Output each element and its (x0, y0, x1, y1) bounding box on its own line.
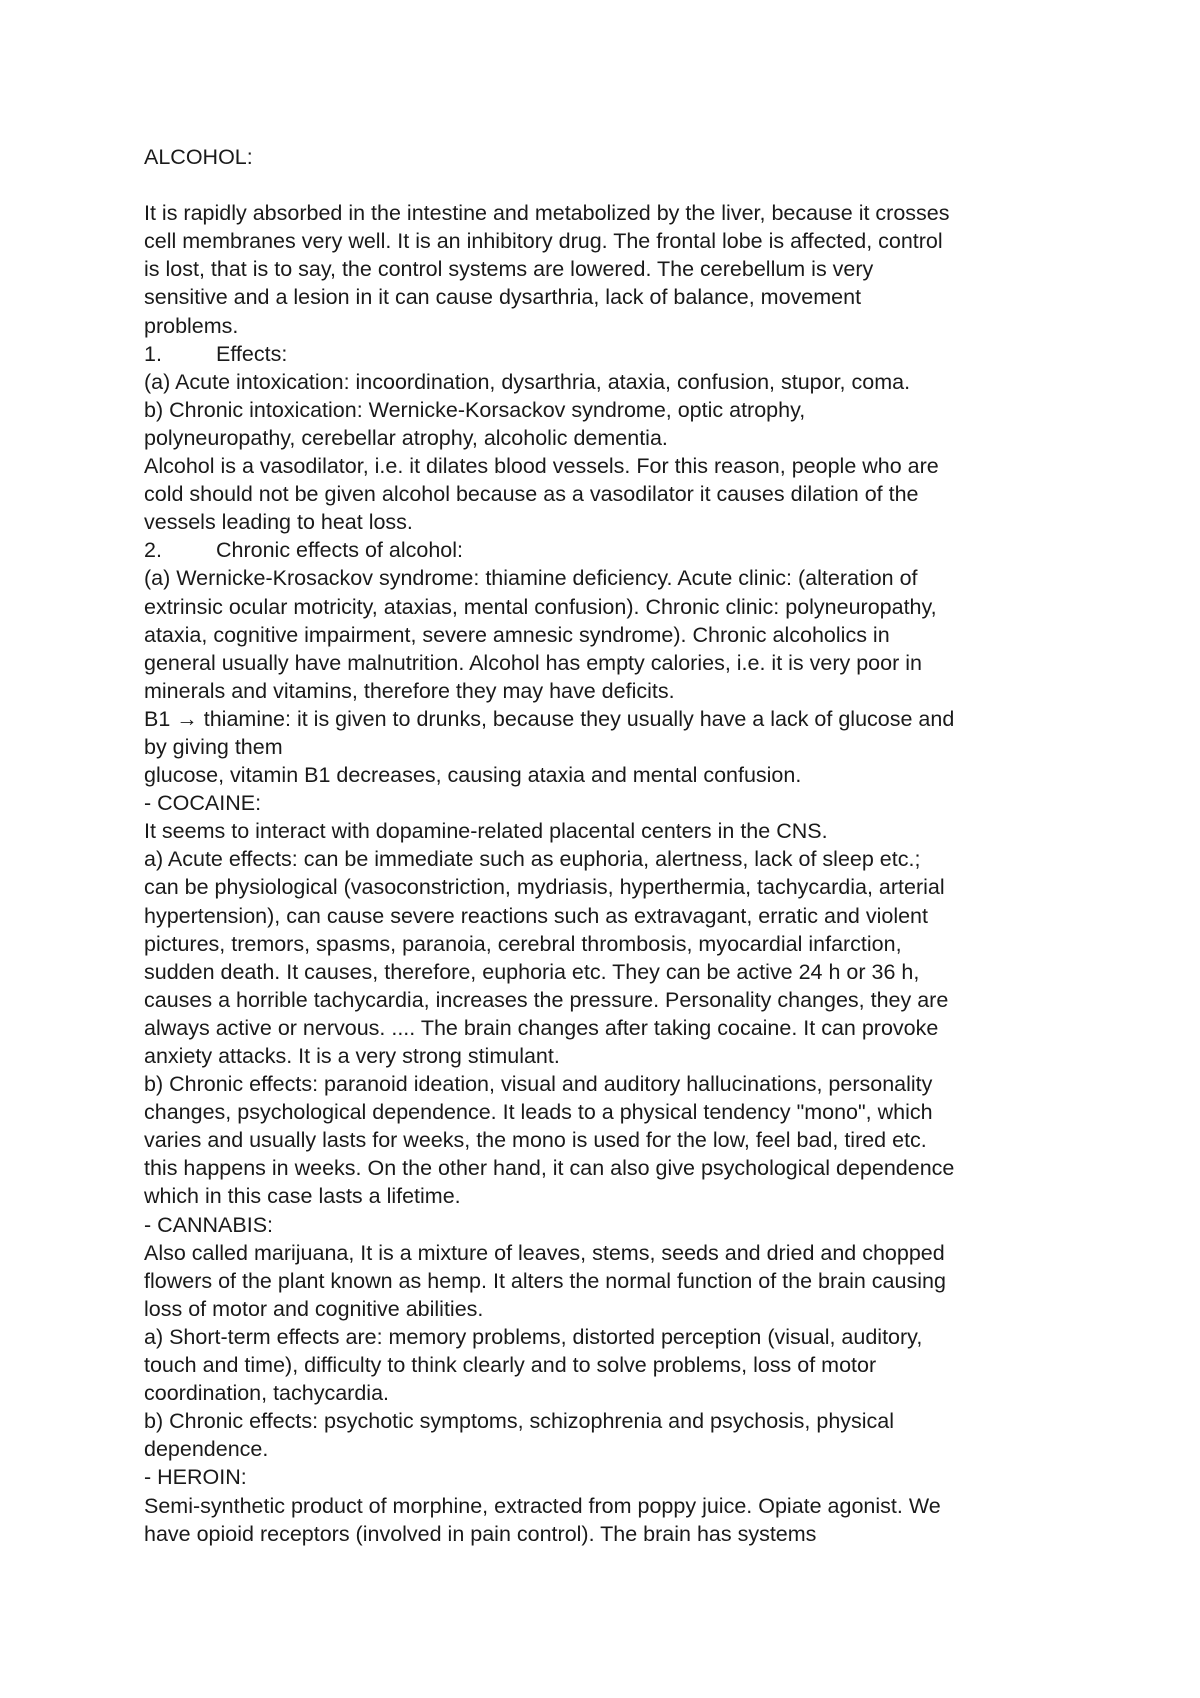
text-line: b) Chronic effects: paranoid ideation, visual and auditory hallucinations, personality (144, 1072, 933, 1097)
text-line: glucose, vitamin B1 decreases, causing ataxia and mental confusion. (144, 763, 802, 788)
text-line: causes a horrible tachycardia, increases the pressure. Personality changes, they are (144, 987, 949, 1012)
text-line: Semi-synthetic product of morphine, extracted from poppy juice. Opiate agonist. We (144, 1493, 941, 1518)
text-line: ataxia, cognitive impairment, severe amnesic syndrome). Chronic alcoholics in (144, 622, 890, 647)
text-line: vessels leading to heat loss. (144, 510, 413, 535)
text-line: changes, psychological dependence. It leads to a physical tendency "mono", which (144, 1100, 933, 1125)
text-line: minerals and vitamins, therefore they may have deficits. (144, 678, 675, 703)
section-heading-cocaine: - COCAINE: (144, 791, 262, 816)
text-line: have opioid receptors (involved in pain control). The brain has systems (144, 1521, 817, 1546)
text-line: a) Acute effects: can be immediate such as euphoria, alertness, lack of sleep etc.; (144, 847, 921, 872)
text-line: Alcohol is a vasodilator, i.e. it dilates blood vessels. For this reason, people who are (144, 454, 939, 479)
text-line: which in this case lasts a lifetime. (144, 1184, 461, 1209)
text-line: anxiety attacks. It is a very strong stimulant. (144, 1044, 560, 1068)
numbered-item-1 (144, 340, 1074, 368)
text-line: pictures, tremors, spasms, paranoia, cerebral thrombosis, myocardial infarction, (144, 931, 902, 956)
text-line: b) Chronic effects: psychotic symptoms, schizophrenia and psychosis, physical (144, 1409, 895, 1434)
intro-paragraph (144, 199, 1074, 339)
text-line: cold should not be given alcohol because as a vasodilator it causes dilation of the (144, 482, 919, 507)
text-line: sensitive and a lesion in it can cause dysarthria, lack of balance, movement (144, 285, 862, 310)
effects-section (144, 368, 1074, 537)
text-line: is lost, that is to say, the control systems are lowered. The cerebellum is very (144, 257, 874, 282)
text-line: can be physiological (vasoconstriction, mydriasis, hyperthermia, tachycardia, arterial (144, 875, 945, 900)
text-line: It seems to interact with dopamine-related placental centers in the CNS. (144, 819, 828, 844)
section-heading-cannabis: - CANNABIS: (144, 1212, 274, 1237)
item-number: 2. (144, 538, 162, 563)
text-line: problems. (144, 313, 239, 338)
text-line: (a) Acute intoxication: incoordination, dysarthria, ataxia, confusion, stupor, coma. (144, 369, 911, 394)
text-line: dependence. (144, 1437, 269, 1462)
text-line: Also called marijuana, It is a mixture of leaves, stems, seeds and dried and chopped (144, 1240, 945, 1265)
text-line: a) Short-term effects are: memory problems, distorted perception (visual, auditory, (144, 1324, 923, 1349)
blank-line (144, 171, 1074, 199)
text-line: hypertension), can cause severe reactions such as extravagant, erratic and violent (144, 903, 928, 928)
text-line: b) Chronic intoxication: Wernicke-Korsackov syndrome, optic atrophy, (144, 397, 806, 422)
text-line: always active or nervous. .... The brain changes after taking cocaine. It can provoke (144, 1015, 939, 1040)
document-body (144, 143, 1074, 1548)
section-heading-heroin: - HEROIN: (144, 1465, 247, 1490)
text-line: flowers of the plant known as hemp. It alters the normal function of the brain causing (144, 1268, 946, 1293)
numbered-item-2 (144, 536, 1074, 564)
text-line: B1 → thiamine: it is given to drunks, because they usually have a lack of glucose and (144, 706, 955, 731)
text-line: sudden death. It causes, therefore, euphoria etc. They can be active 24 h or 36 h, (144, 959, 920, 984)
item-text: Effects: (216, 341, 288, 366)
item-number: 1. (144, 341, 162, 366)
text-line: by giving them (144, 734, 283, 759)
page-heading: ALCOHOL: (144, 145, 253, 169)
text-line: It is rapidly absorbed in the intestine and metabolized by the liver, because it crosses (144, 201, 950, 226)
text-line: touch and time), difficulty to think clearly and to solve problems, loss of motor (144, 1353, 877, 1378)
chronic-effects-section (144, 564, 1074, 1547)
text-line: (a) Wernicke-Krosackov syndrome: thiamine deficiency. Acute clinic: (alteration of (144, 566, 918, 591)
text-line: polyneuropathy, cerebellar atrophy, alcoholic dementia. (144, 425, 668, 450)
text-line: varies and usually lasts for weeks, the mono is used for the low, feel bad, tired etc. (144, 1128, 927, 1153)
text-line: loss of motor and cognitive abilities. (144, 1296, 484, 1321)
text-line: general usually have malnutrition. Alcohol has empty calories, i.e. it is very poor in (144, 650, 922, 675)
item-text: Chronic effects of alcohol: (216, 538, 463, 563)
text-line: cell membranes very well. It is an inhibitory drug. The frontal lobe is affected, control (144, 229, 943, 254)
text-line: coordination, tachycardia. (144, 1381, 390, 1406)
text-line: this happens in weeks. On the other hand, it can also give psychological dependence (144, 1156, 955, 1181)
text-line: extrinsic ocular motricity, ataxias, mental confusion). Chronic clinic: polyneuropathy, (144, 594, 937, 619)
